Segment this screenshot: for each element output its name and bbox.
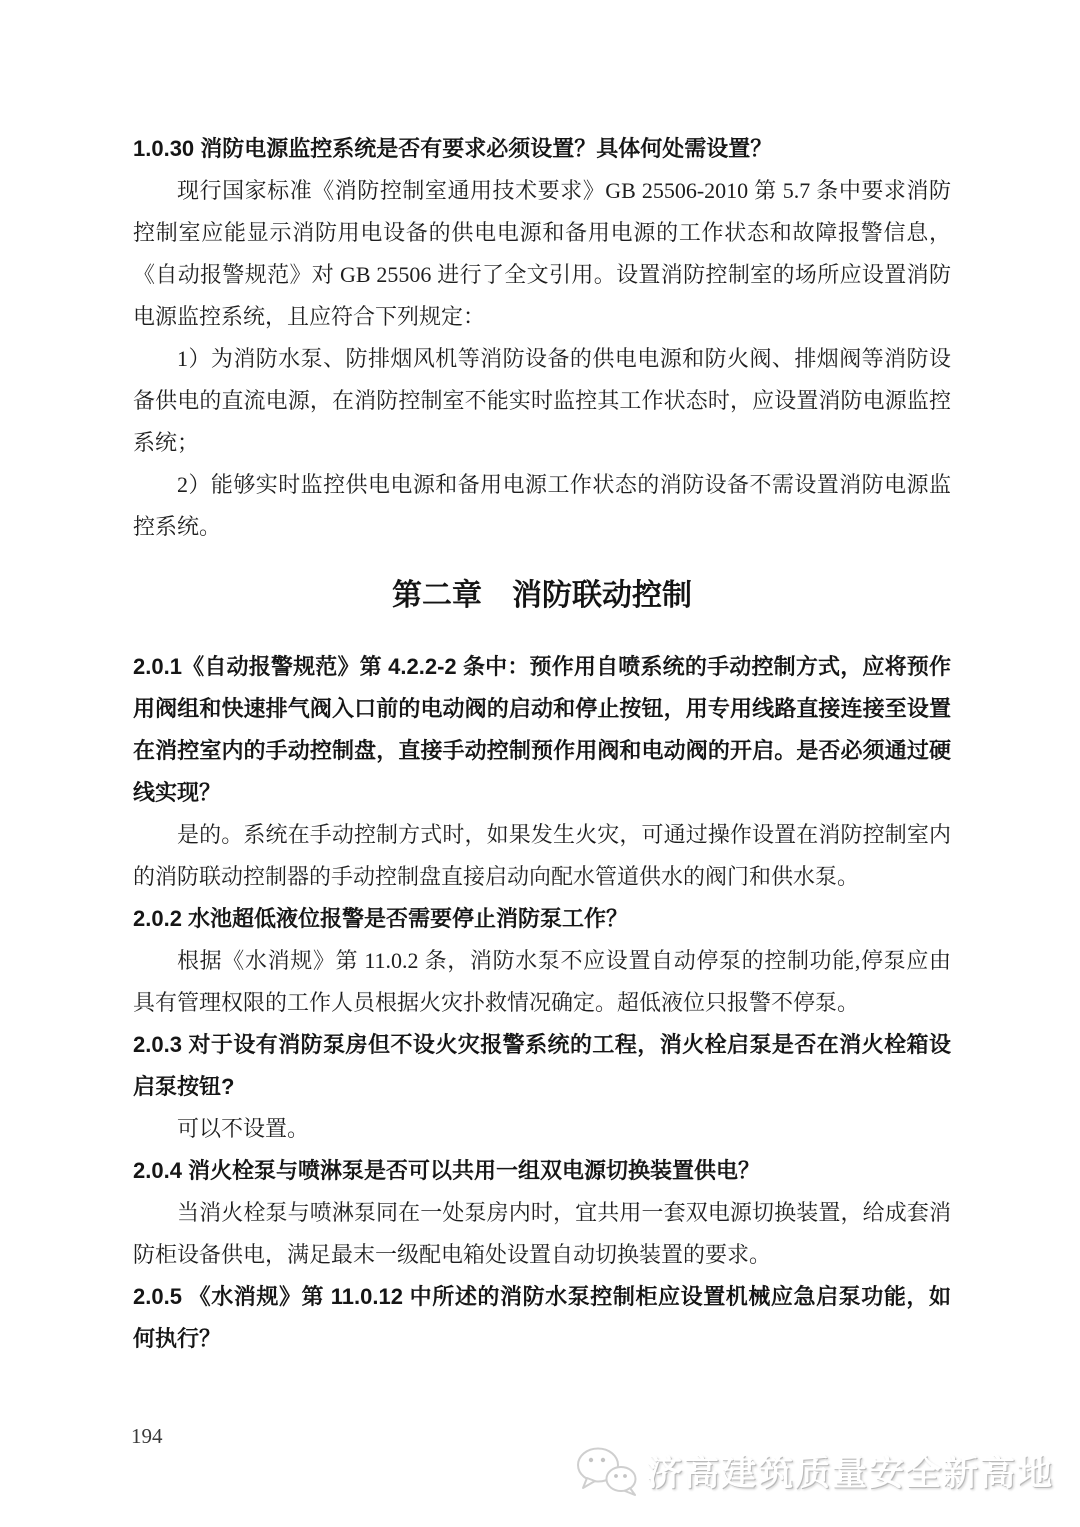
question-2-0-2: 2.0.2 水池超低液位报警是否需要停止消防泵工作？ — [133, 906, 629, 931]
list-item-1: 1）为消防水泵、防排烟风机等消防设备的供电电源和防火阀、排烟阀等消防设备供电的直流电源，在消防控制室不能实时监控其工作状态时，应设置消防电源监控系统； — [133, 346, 951, 455]
question-2-0-5: 2.0.5 《水消规》第 11.0.12 中所述的消防水泵控制柜应设置机械应急启泵功能，如何执行？ — [133, 1284, 951, 1351]
question-2-0-3: 2.0.3 对于设有消防泵房但不设火灾报警系统的工程，消火栓启泵是否在消火栓箱设启泵按钮? — [133, 1032, 951, 1099]
question-1-0-30: 1.0.30 消防电源监控系统是否有要求必须设置？具体何处需设置？ — [133, 136, 773, 161]
answer-2-0-3: 可以不设置。 — [177, 1116, 310, 1141]
question-2-0-4: 2.0.4 消火栓泵与喷淋泵是否可以共用一组双电源切换装置供电？ — [133, 1158, 761, 1183]
list-item-2: 2）能够实时监控供电电源和备用电源工作状态的消防设备不需设置消防电源监控系统。 — [133, 472, 951, 539]
answer-2-0-2: 根据《水消规》第 11.0.2 条，消防水泵不应设置自动停泵的控制功能,停泵应由具有管理权限的工作人员根据火灾扑救情况确定。超低液位只报警不停泵。 — [133, 948, 951, 1015]
answer-2-0-1: 是的。系统在手动控制方式时，如果发生火灾，可通过操作设置在消防控制室内的消防联动控制器的手动控制盘直接启动向配水管道供水的阀门和供水泵。 — [133, 822, 951, 889]
watermark-text: 济高建筑质量安全新高地 — [646, 1454, 1054, 1493]
chapter-heading: 第二章 消防联动控制 — [392, 579, 692, 612]
answer-2-0-4: 当消火栓泵与喷淋泵同在一处泵房内时，宜共用一套双电源切换装置，给成套消防柜设备供电，满足最末一级配电箱处设置自动切换装置的要求。 — [133, 1200, 951, 1267]
watermark — [575, 1444, 1054, 1498]
answer-paragraph: 现行国家标准《消防控制室通用技术要求》GB 25506-2010 第 5.7 条中要求消防控制室应能显示消防用电设备的供电电源和备用电源的工作状态和故障报警信息，《自动报警规范》对 GB 25506 进行了全文引用。设置消防控制室的场所应设置消防电源监控系统，且应符合下列规定： — [133, 178, 951, 329]
question-2-0-1: 2.0.1《自动报警规范》第 4.2.2-2 条中：预作用自喷系统的手动控制方式，应将预作用阀组和快速排气阀入口前的电动阀的启动和停止按钮，用专用线路直接连接至设置在消控室内的手动控制盘，直接手动控制预作用阀和电动阀的开启。是否必须通过硬线实现？ — [133, 654, 951, 805]
document-body — [133, 128, 951, 1360]
wechat-icon — [575, 1444, 639, 1498]
page-number: 194 — [131, 1424, 163, 1448]
